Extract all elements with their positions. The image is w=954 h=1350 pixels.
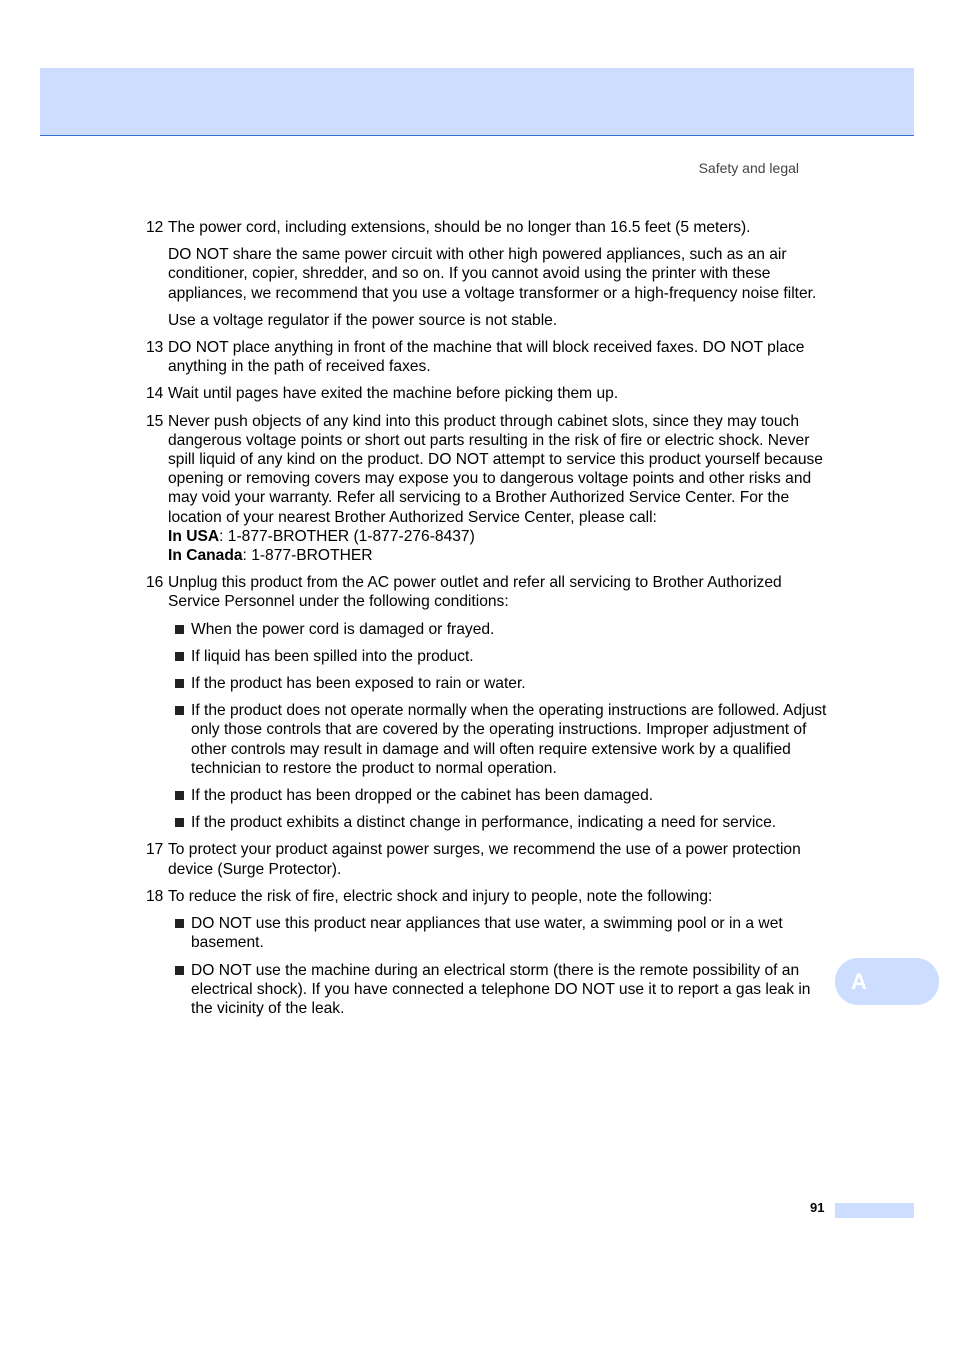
bullet-item (168, 961, 830, 1019)
item-number: 18 (146, 887, 164, 905)
paragraph (168, 412, 830, 566)
bullet-item (168, 701, 830, 778)
item-number: 16 (146, 574, 164, 592)
bullet-item (168, 786, 830, 805)
square-bullet-icon (175, 791, 184, 800)
contact-usa (168, 528, 475, 545)
bullet-item (168, 813, 830, 832)
square-bullet-icon (175, 706, 184, 715)
list-item-17 (146, 840, 830, 878)
list-item-18 (146, 887, 830, 1018)
paragraph: DO NOT share the same power circuit with other high powered appliances, such as an air conditioner, copier, shredder, and so on. If you cannot avoid using the printer with these appliances, we recommend that you use a voltage transformer or a high-frequency noise filter. (168, 246, 817, 302)
paragraph: To reduce the risk of fire, electric shock and injury to people, note the following: (168, 887, 713, 905)
bullet-item (168, 914, 830, 952)
item-number: 15 (146, 412, 164, 430)
contact-value: : 1-877-BROTHER (1-877-276-8437) (219, 527, 475, 545)
chapter-tab: A (835, 958, 939, 1005)
paragraph: Wait until pages have exited the machine before picking them up. (168, 385, 619, 403)
paragraph-text: Never push objects of any kind into this product through cabinet slots, since they may touch dangerous voltage points or short out parts resulting in the risk of fire or electric shock. Never spill liquid of any kind on the product. DO NOT attempt to service this product yourself because opening or removing covers may expose you to dangerous voltage points and other risks and may void your warranty. Refer all servicing to a Brother Authorized Service Center. For the location of your nearest Brother Authorized Service Center, please call: (168, 412, 823, 526)
bullet-text: If the product has been dropped or the cabinet has been damaged. (191, 787, 654, 805)
square-bullet-icon (175, 919, 184, 928)
paragraph: Unplug this product from the AC power outlet and refer all servicing to Brother Authorized Service Personnel under the following conditions: (168, 574, 782, 611)
running-head: Safety and legal (698, 160, 799, 176)
paragraph: Use a voltage regulator if the power source is not stable. (168, 311, 558, 329)
item-number: 12 (146, 219, 164, 236)
list-item-12 (146, 218, 830, 330)
square-bullet-icon (175, 818, 184, 827)
bullet-item (168, 620, 830, 639)
square-bullet-icon (175, 625, 184, 634)
list-item-13 (146, 338, 830, 376)
list-item-16 (146, 573, 830, 832)
bullet-text: If liquid has been spilled into the product. (191, 647, 474, 665)
contact-label: In USA (168, 527, 220, 545)
list-item-14 (146, 384, 830, 403)
item-number: 14 (146, 385, 164, 403)
bullet-text: If the product does not operate normally when the operating instructions are followed. Adjust only those controls that are covered by the operating instructions. Improper adjustment of other controls may result in damage and will often require extensive work by a qualified technician to restore the product to normal operation. (191, 702, 827, 777)
page-number-bar (835, 1203, 914, 1218)
bullet-text: If the product exhibits a distinct change in performance, indicating a need for service. (191, 814, 777, 832)
item-number: 13 (146, 339, 164, 357)
square-bullet-icon (175, 652, 184, 661)
list-item-15 (146, 412, 830, 566)
contact-value: : 1-877-BROTHER (242, 547, 373, 565)
bullet-text: DO NOT use the machine during an electrical storm (there is the remote possibility of an electrical shock). If you have connected a telephone DO NOT use it to report a gas leak in the vicinity of the leak. (191, 961, 811, 1017)
header-band (40, 68, 914, 136)
paragraph: DO NOT place anything in front of the machine that will block received faxes. DO NOT place anything in the path of received faxes. (168, 339, 805, 376)
square-bullet-icon (175, 679, 184, 688)
paragraph: To protect your product against power surges, we recommend the use of a power protection device (Surge Protector). (168, 841, 801, 878)
bullet-text: When the power cord is damaged or frayed. (191, 620, 495, 638)
item-number: 17 (146, 841, 164, 859)
page-number: 91 (810, 1200, 825, 1215)
document-body (146, 218, 830, 1026)
bullet-text: If the product has been exposed to rain or water. (191, 675, 526, 693)
bullet-item (168, 674, 830, 693)
contact-label: In Canada (168, 547, 243, 565)
contact-canada (168, 547, 373, 564)
square-bullet-icon (175, 966, 184, 975)
paragraph: The power cord, including extensions, should be no longer than 16.5 feet (5 meters). (168, 219, 751, 236)
bullet-item (168, 647, 830, 666)
bullet-list (168, 620, 830, 833)
bullet-text: DO NOT use this product near appliances that use water, a swimming pool or in a wet basement. (191, 915, 783, 952)
bullet-list (168, 914, 830, 1018)
